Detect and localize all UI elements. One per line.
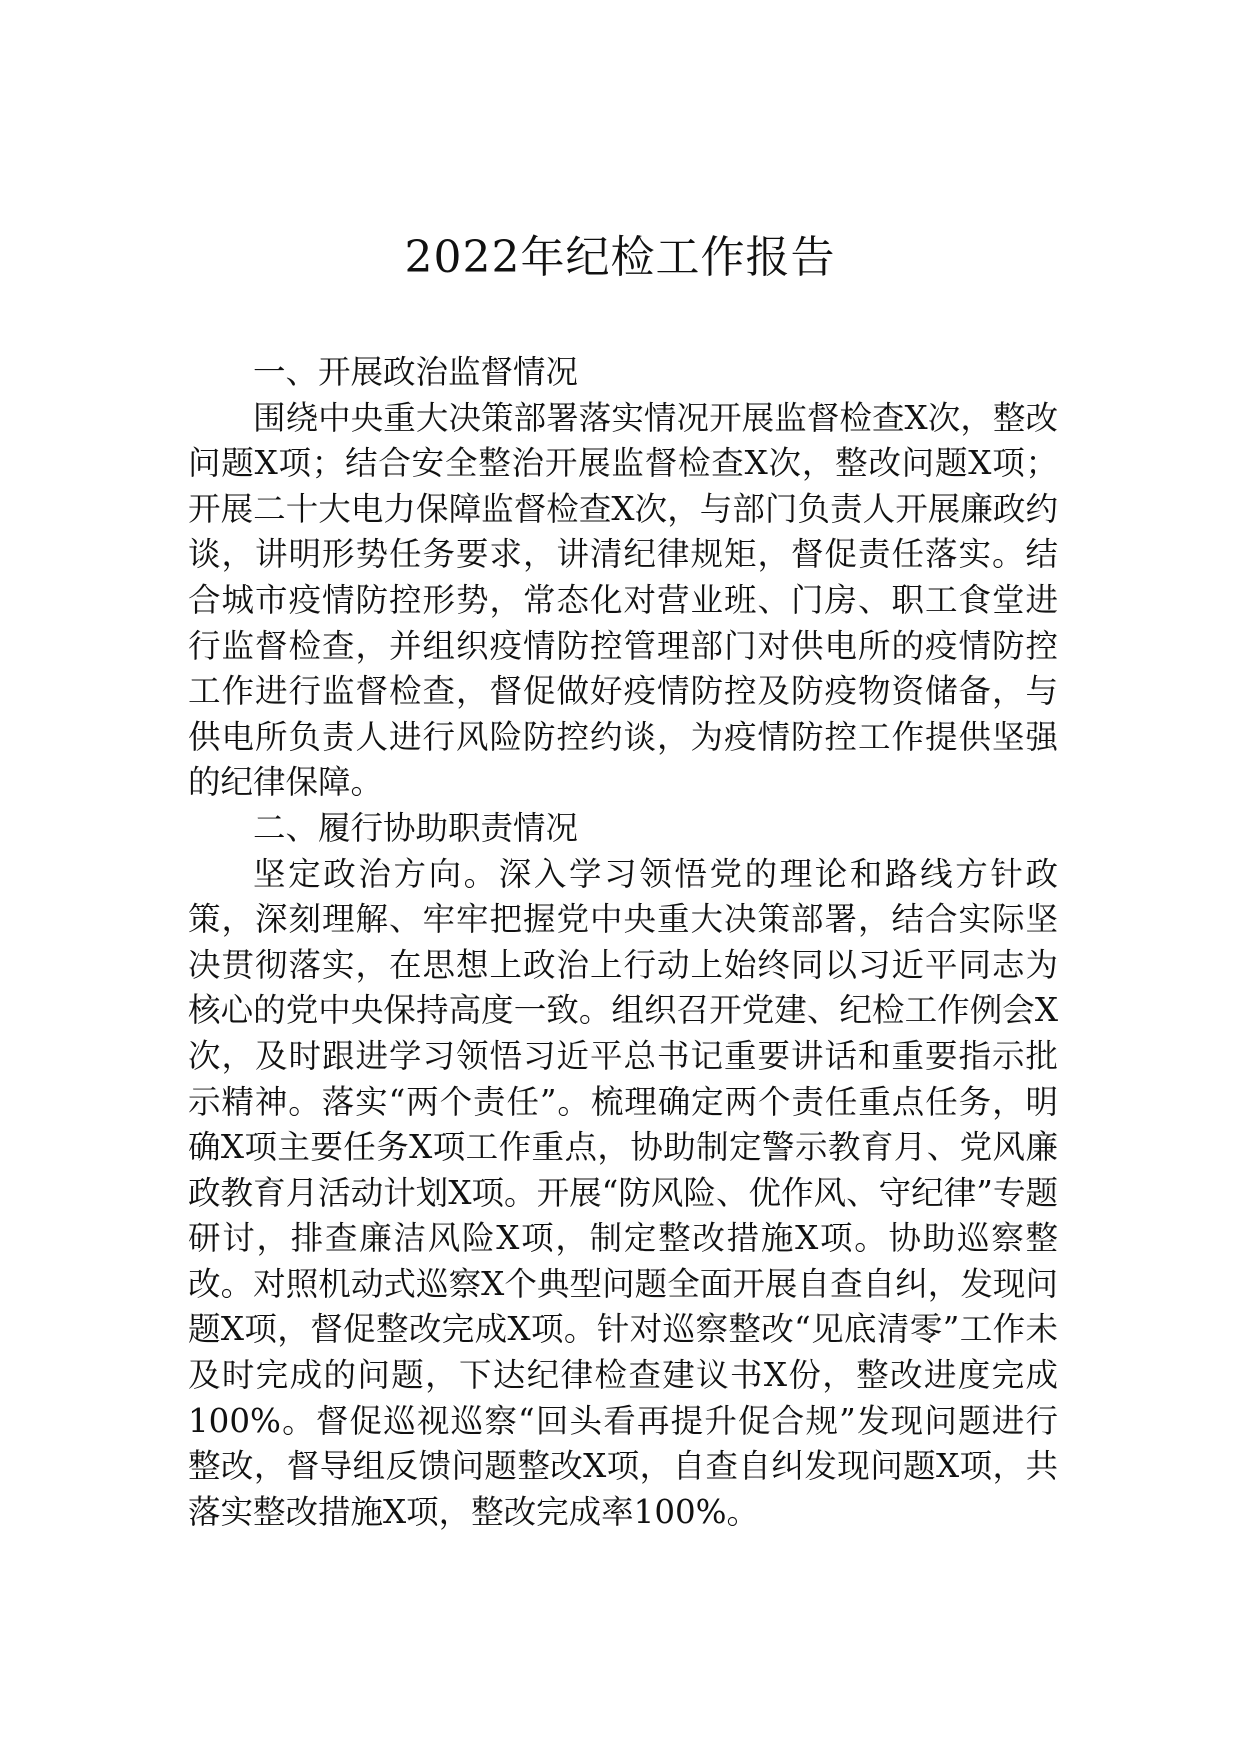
section-paragraph-political-supervision: 围绕中央重大决策部署落实情况开展监督检查X次，整改问题X项；结合安全整治开展监督检查X次，整改问题X项；开展二十大电力保障监督检查X次，与部门负责人开展廉政约谈，讲明形势任务要求，讲清纪律规矩，督促责任落实。结合城市疫情防控形势，常态化对营业班、门房、职工食堂进行监督检查，并组织疫情防控管理部门对供电所的疫情防控工作进行监督检查，督促做好疫情防控及防疫物资储备，与供电所负责人进行风险防控约谈，为疫情防控工作提供坚强的纪律保障。 — [188, 398, 1058, 802]
document-title: 2022年纪检工作报告 — [404, 232, 836, 283]
section-heading-political-supervision: 一、开展政治监督情况 — [253, 353, 579, 391]
section-paragraph-assist-duties: 坚定政治方向。深入学习领悟党的理论和路线方针政策，深刻理解、牢牢把握党中央重大决策部署，结合实际坚决贯彻落实，在思想上政治上行动上始终同以习近平同志为核心的党中央保持高度一致。组织召开党建、纪检工作例会X次，及时跟进学习领悟习近平总书记重要讲话和重要指示批示精神。落实“两个责任”。梳理确定两个责任重点任务，明确X项主要任务X项工作重点，协助制定警示教育月、党风廉政教育月活动计划X项。开展“防风险、优作风、守纪律”专题研讨，排查廉洁风险X项，制定整改措施X项。协助巡察整改。对照机动式巡察X个典型问题全面开展自查自纠，发现问题X项，督促整改完成X项。针对巡察整改“见底清零”工作未及时完成的问题，下达纪律检查建议书X份，整改进度完成100%。督促巡视巡察“回头看再提升促合规”发现问题进行整改，督导组反馈问题整改X项，自查自纠发现问题X项，共落实整改措施X项，整改完成率100%。 — [188, 854, 1058, 1531]
section-heading-assist-duties: 二、履行协助职责情况 — [253, 808, 579, 847]
document-body — [188, 350, 1058, 1535]
